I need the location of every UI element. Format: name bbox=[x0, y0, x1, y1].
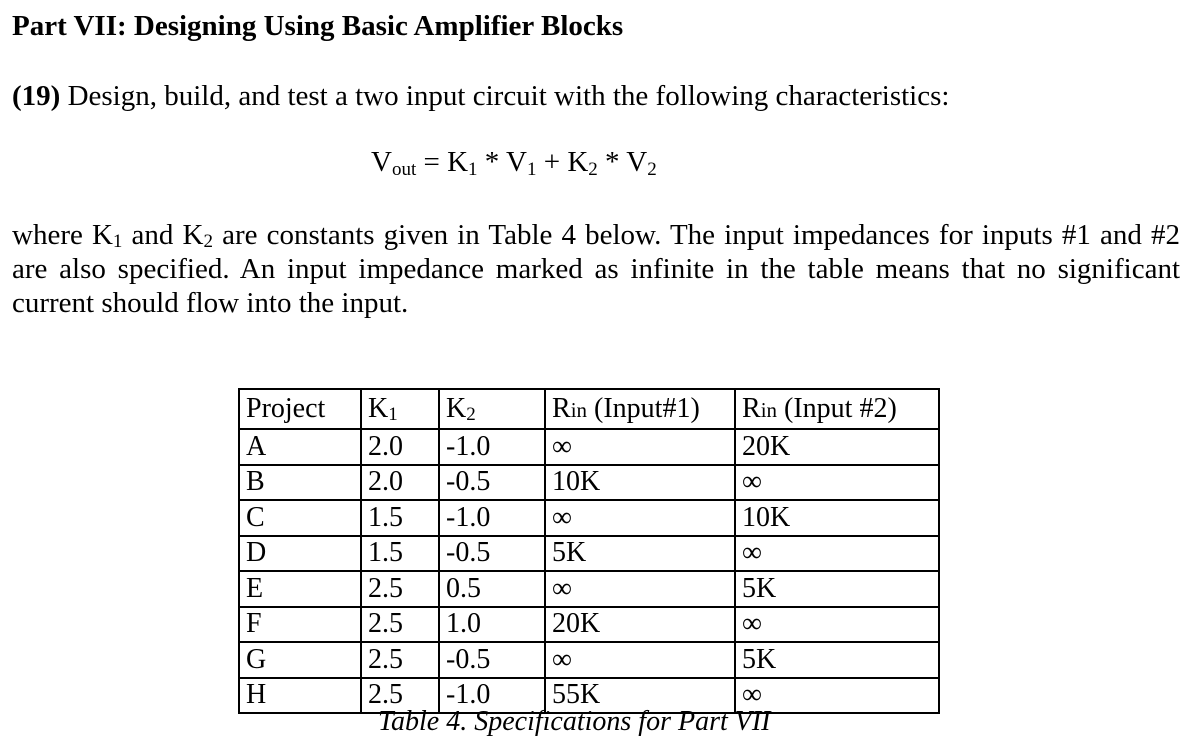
cell-project: C bbox=[239, 500, 361, 536]
cell-k1: 1.5 bbox=[361, 500, 439, 536]
para-part1: where K bbox=[12, 219, 113, 251]
cell-k2: -1.0 bbox=[439, 500, 545, 536]
cell-project: D bbox=[239, 536, 361, 572]
para-k1-sub: 1 bbox=[112, 231, 123, 252]
table-row bbox=[239, 429, 939, 465]
cell-project: E bbox=[239, 571, 361, 607]
header-k1 bbox=[361, 389, 439, 429]
header-rin1 bbox=[545, 389, 735, 429]
table-header-row bbox=[239, 389, 939, 429]
cell-k1: 2.0 bbox=[361, 429, 439, 465]
header-rin2-base: R bbox=[742, 393, 761, 424]
cell-k1: 2.5 bbox=[361, 678, 439, 714]
cell-k1: 1.5 bbox=[361, 536, 439, 572]
header-rin1-sub: in bbox=[570, 398, 588, 422]
cell-k1: 2.5 bbox=[361, 607, 439, 643]
para-part3: are constants given in Table 4 below. The input impedances for inputs #1 and #2 are also specified. An input impedance marked as infinite in the table means that no significant current should flow into the input. bbox=[12, 219, 1180, 319]
table-row bbox=[239, 607, 939, 643]
cell-rin2: ∞ bbox=[735, 607, 939, 643]
cell-project: H bbox=[239, 678, 361, 714]
cell-rin1: 10K bbox=[545, 465, 735, 501]
header-project: Project bbox=[239, 389, 361, 429]
cell-k1: 2.0 bbox=[361, 465, 439, 501]
para-part2: and K bbox=[122, 219, 204, 251]
cell-k2: 1.0 bbox=[439, 607, 545, 643]
header-rin1-rest: (Input#1) bbox=[587, 393, 700, 424]
cell-rin1: ∞ bbox=[545, 500, 735, 536]
cell-rin2: ∞ bbox=[735, 536, 939, 572]
table-row bbox=[239, 465, 939, 501]
cell-project: B bbox=[239, 465, 361, 501]
eq-v2-sub: 2 bbox=[647, 159, 657, 180]
header-rin1-base: R bbox=[552, 393, 571, 424]
cell-rin2: 10K bbox=[735, 500, 939, 536]
question-text: Design, build, and test a two input circuit with the following characteristics: bbox=[60, 80, 950, 112]
cell-rin2: 5K bbox=[735, 642, 939, 678]
spec-table bbox=[238, 388, 940, 714]
cell-k2: -1.0 bbox=[439, 429, 545, 465]
header-k2-sub: 2 bbox=[466, 404, 476, 425]
cell-rin1: 5K bbox=[545, 536, 735, 572]
table-row bbox=[239, 571, 939, 607]
cell-rin1: ∞ bbox=[545, 429, 735, 465]
para-k2-sub: 2 bbox=[203, 231, 213, 252]
cell-rin1: 20K bbox=[545, 607, 735, 643]
cell-project: F bbox=[239, 607, 361, 643]
eq-vout-sub: out bbox=[391, 159, 417, 180]
eq-times-v2: * V bbox=[597, 146, 648, 178]
cell-k2: -0.5 bbox=[439, 465, 545, 501]
cell-rin2: 5K bbox=[735, 571, 939, 607]
cell-rin2: ∞ bbox=[735, 465, 939, 501]
cell-k1: 2.5 bbox=[361, 571, 439, 607]
cell-k1: 2.5 bbox=[361, 642, 439, 678]
table-row bbox=[239, 642, 939, 678]
cell-rin1: ∞ bbox=[545, 571, 735, 607]
header-rin2-sub: in bbox=[760, 398, 778, 422]
header-k2 bbox=[439, 389, 545, 429]
header-k1-base: K bbox=[368, 393, 389, 424]
table-row bbox=[239, 500, 939, 536]
eq-k1-sub: 1 bbox=[468, 159, 478, 180]
cell-rin1: ∞ bbox=[545, 642, 735, 678]
question-number: (19) bbox=[12, 80, 61, 112]
cell-k2: -0.5 bbox=[439, 642, 545, 678]
table-caption: Table 4. Specifications for Part VII bbox=[378, 706, 771, 737]
cell-rin2: ∞ bbox=[735, 678, 939, 714]
eq-times-v: * V bbox=[477, 146, 527, 178]
eq-k2-sub: 2 bbox=[588, 159, 598, 180]
eq-v1-sub: 1 bbox=[526, 159, 537, 180]
cell-project: G bbox=[239, 642, 361, 678]
header-rin2-rest: (Input #2) bbox=[777, 393, 897, 424]
eq-v: V bbox=[371, 146, 392, 178]
section-heading: Part VII: Designing Using Basic Amplifier Blocks bbox=[12, 10, 624, 42]
eq-plus-k: + K bbox=[536, 146, 589, 178]
cell-rin1: 55K bbox=[545, 678, 735, 714]
cell-k2: -0.5 bbox=[439, 536, 545, 572]
header-k1-sub: 1 bbox=[388, 404, 398, 425]
table-row bbox=[239, 536, 939, 572]
cell-project: A bbox=[239, 429, 361, 465]
question-19 bbox=[12, 80, 949, 113]
header-k2-base: K bbox=[446, 393, 467, 424]
description-paragraph bbox=[12, 218, 1180, 320]
eq-equals-k: = K bbox=[416, 146, 469, 178]
cell-rin2: 20K bbox=[735, 429, 939, 465]
cell-k2: 0.5 bbox=[439, 571, 545, 607]
header-rin2 bbox=[735, 389, 939, 429]
cell-k2: -1.0 bbox=[439, 678, 545, 714]
vout-equation bbox=[371, 146, 657, 179]
